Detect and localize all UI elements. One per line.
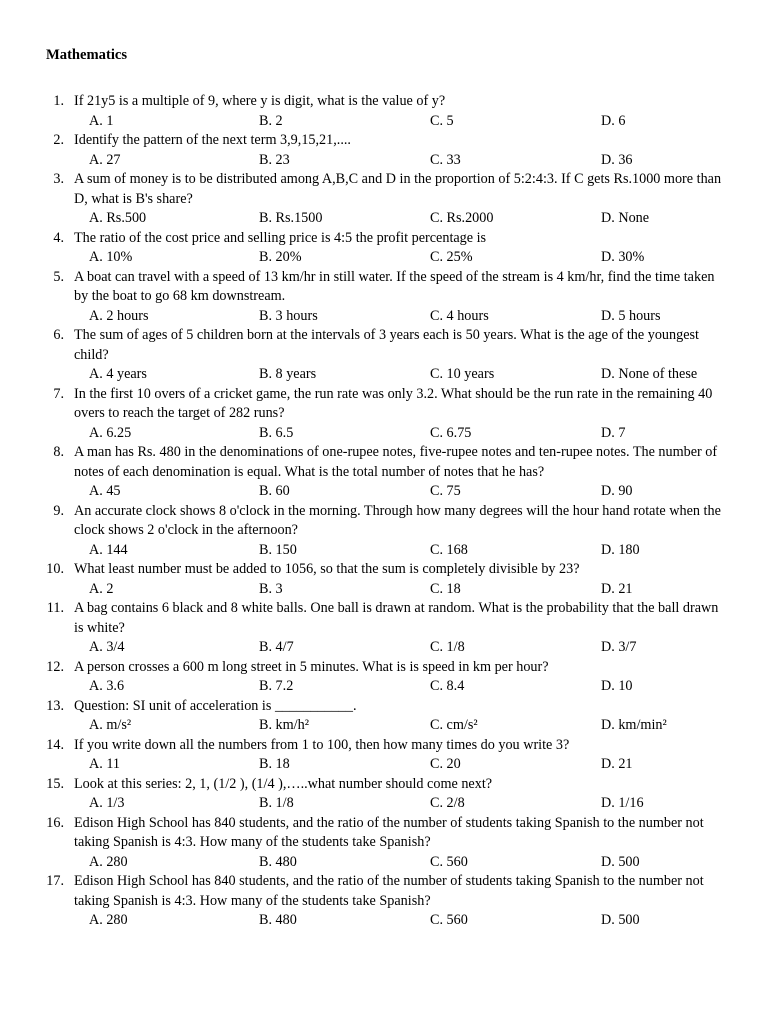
- answer-options: [0, 638, 768, 658]
- answer-options: [0, 541, 768, 561]
- answer-options: [0, 853, 768, 873]
- option-d: D. None: [601, 210, 650, 226]
- option-b: B. 3 hours: [259, 307, 318, 324]
- question-text: In the first 10 overs of a cricket game, the run rate was only 3.2. What should be the run rate in the remaining 40 overs to reach the target of 282 runs?: [74, 385, 713, 421]
- option-c: C. 168: [430, 541, 468, 558]
- option-c: C. cm/s²: [430, 717, 478, 733]
- question-item: [0, 131, 768, 170]
- option-a: A. 45: [89, 483, 121, 499]
- option-c: C. 10 years: [430, 366, 495, 382]
- question-item: [0, 814, 768, 873]
- option-c: C. 6.75: [430, 424, 472, 441]
- question-text: If 21y5 is a multiple of 9, where y is digit, what is the value of y?: [74, 93, 446, 109]
- option-c: C. 1/8: [430, 639, 465, 655]
- question-item: [0, 872, 768, 931]
- option-d: D. 3/7: [601, 639, 637, 655]
- answer-options: [0, 482, 768, 502]
- option-a: A. 3/4: [89, 639, 125, 655]
- option-a: A. 144: [89, 541, 128, 558]
- option-b: B. 6.5: [259, 424, 294, 441]
- question-item: [0, 697, 768, 736]
- option-b: B. 480: [259, 912, 297, 928]
- question-item: [0, 385, 768, 444]
- option-a: A. 2: [89, 580, 114, 597]
- question-item: [0, 658, 768, 697]
- option-b: B. 18: [259, 756, 290, 772]
- option-a: A. 280: [89, 853, 128, 870]
- option-d: D. 30%: [601, 249, 645, 265]
- option-b: B. 150: [259, 541, 297, 558]
- question-number: 2.: [53, 132, 64, 148]
- option-d: D. 6: [601, 112, 626, 129]
- option-b: B. 1/8: [259, 795, 294, 811]
- question-number: 7.: [53, 385, 64, 402]
- answer-options: [0, 112, 768, 132]
- option-d: D. 21: [601, 580, 633, 597]
- question-number: 15.: [46, 775, 64, 792]
- answer-options: [0, 716, 768, 736]
- option-a: A. m/s²: [89, 717, 132, 733]
- option-a: A. 3.6: [89, 678, 125, 694]
- question-text: A person crosses a 600 m long street in 5 minutes. What is is speed in km per hour?: [74, 658, 549, 675]
- option-b: B. 7.2: [259, 678, 294, 694]
- option-c: C. 560: [430, 912, 468, 928]
- question-text: An accurate clock shows 8 o'clock in the morning. Through how many degrees will the hour hand rotate when the clock shows 2 o'clock in the afternoon?: [74, 502, 721, 538]
- option-d: D. 90: [601, 483, 633, 499]
- question-number: 14.: [46, 736, 64, 753]
- option-d: D. 5 hours: [601, 307, 661, 324]
- option-b: B. km/h²: [259, 717, 309, 733]
- option-a: A. 6.25: [89, 424, 132, 441]
- option-a: A. 4 years: [89, 366, 147, 382]
- question-text: Question: SI unit of acceleration is ___________.: [74, 697, 357, 714]
- option-a: A. 11: [89, 756, 121, 772]
- option-b: B. 23: [259, 151, 290, 168]
- option-a: A. 27: [89, 151, 121, 168]
- answer-options: [0, 580, 768, 600]
- option-d: D. 180: [601, 541, 640, 558]
- option-b: B. 4/7: [259, 639, 294, 655]
- question-number: 17.: [46, 873, 64, 889]
- option-d: D. 21: [601, 756, 633, 772]
- question-text: A boat can travel with a speed of 13 km/hr in still water. If the speed of the stream is 4 km/hr, find the time taken by the boat to go 68 km downstream.: [74, 268, 715, 304]
- question-number: 11.: [46, 600, 64, 616]
- question-number: 8.: [53, 444, 64, 460]
- option-d: D. 7: [601, 424, 626, 441]
- option-c: C. 4 hours: [430, 307, 489, 324]
- question-list: [0, 92, 768, 931]
- answer-options: [0, 209, 768, 229]
- question-text: Identify the pattern of the next term 3,9,15,21,....: [74, 132, 351, 148]
- question-item: [0, 170, 768, 229]
- question-number: 13.: [46, 697, 64, 714]
- question-item: [0, 775, 768, 814]
- answer-options: [0, 424, 768, 444]
- option-d: D. km/min²: [601, 717, 667, 733]
- question-item: [0, 502, 768, 561]
- question-text: Edison High School has 840 students, and the ratio of the number of students taking Spanish to the number not taking Spanish is 4:3. How many of the students take Spanish?: [74, 873, 704, 909]
- question-item: [0, 599, 768, 658]
- question-item: [0, 443, 768, 502]
- question-text: A bag contains 6 black and 8 white balls. One ball is drawn at random. What is the probability that the ball drawn is white?: [74, 600, 719, 636]
- option-a: A. 1/3: [89, 795, 125, 811]
- option-d: D. None of these: [601, 366, 698, 382]
- document-title: Mathematics: [46, 47, 128, 63]
- answer-options: [0, 248, 768, 268]
- option-b: B. Rs.1500: [259, 210, 323, 226]
- option-b: B. 60: [259, 483, 290, 499]
- option-b: B. 3: [259, 580, 283, 597]
- question-text: The sum of ages of 5 children born at the intervals of 3 years each is 50 years. What is the age of the youngest child?: [74, 327, 699, 363]
- option-d: D. 36: [601, 151, 633, 168]
- answer-options: [0, 307, 768, 327]
- option-c: C. Rs.2000: [430, 210, 494, 226]
- question-number: 16.: [46, 814, 64, 831]
- question-item: [0, 560, 768, 599]
- question-item: [0, 326, 768, 385]
- question-text: Look at this series: 2, 1, (1/2 ), (1/4 ),…..what number should come next?: [74, 775, 493, 792]
- answer-options: [0, 151, 768, 171]
- question-number: 6.: [53, 327, 64, 343]
- option-d: D. 1/16: [601, 795, 644, 811]
- question-item: [0, 736, 768, 775]
- question-text: The ratio of the cost price and selling price is 4:5 the profit percentage is: [74, 229, 487, 246]
- option-c: C. 25%: [430, 249, 473, 265]
- question-item: [0, 229, 768, 268]
- option-c: C. 18: [430, 580, 461, 597]
- option-a: A. 1: [89, 112, 114, 129]
- option-c: C. 20: [430, 756, 461, 772]
- question-number: 10.: [46, 561, 64, 577]
- option-d: D. 10: [601, 678, 633, 694]
- option-c: C. 2/8: [430, 795, 465, 811]
- question-text: A man has Rs. 480 in the denominations of one-rupee notes, five-rupee notes and ten-rupee notes. The number of notes of each denomination is equal. What is the total number of notes that he has?: [74, 444, 718, 480]
- question-number: 4.: [53, 229, 64, 246]
- answer-options: [0, 677, 768, 697]
- question-text: A sum of money is to be distributed among A,B,C and D in the proportion of 5:2:4:3. If C gets Rs.1000 more than D, what is B's share?: [74, 171, 722, 207]
- question-number: 5.: [53, 268, 64, 285]
- option-c: C. 33: [430, 151, 461, 168]
- option-c: C. 75: [430, 483, 461, 499]
- answer-options: [0, 794, 768, 814]
- question-text: Edison High School has 840 students, and the ratio of the number of students taking Spanish to the number not taking Spanish is 4:3. How many of the students take Spanish?: [74, 814, 704, 850]
- question-text: If you write down all the numbers from 1 to 100, then how many times do you write 3?: [74, 736, 570, 753]
- question-item: [0, 268, 768, 327]
- answer-options: [0, 365, 768, 385]
- option-d: D. 500: [601, 912, 640, 928]
- question-number: 1.: [53, 93, 64, 109]
- question-number: 12.: [46, 658, 64, 675]
- question-text: What least number must be added to 1056, so that the sum is completely divisible by 23?: [74, 561, 580, 577]
- question-number: 9.: [53, 502, 64, 519]
- option-c: C. 5: [430, 112, 454, 129]
- question-item: [0, 92, 768, 131]
- answer-options: [0, 755, 768, 775]
- option-a: A. 10%: [89, 249, 133, 265]
- option-c: C. 560: [430, 853, 468, 870]
- option-d: D. 500: [601, 853, 640, 870]
- option-b: B. 480: [259, 853, 297, 870]
- option-a: A. Rs.500: [89, 210, 147, 226]
- option-c: C. 8.4: [430, 678, 465, 694]
- option-a: A. 2 hours: [89, 307, 149, 324]
- option-b: B. 8 years: [259, 366, 317, 382]
- option-b: B. 2: [259, 112, 283, 129]
- option-a: A. 280: [89, 912, 128, 928]
- option-b: B. 20%: [259, 249, 302, 265]
- question-number: 3.: [53, 171, 64, 187]
- answer-options: [0, 911, 768, 931]
